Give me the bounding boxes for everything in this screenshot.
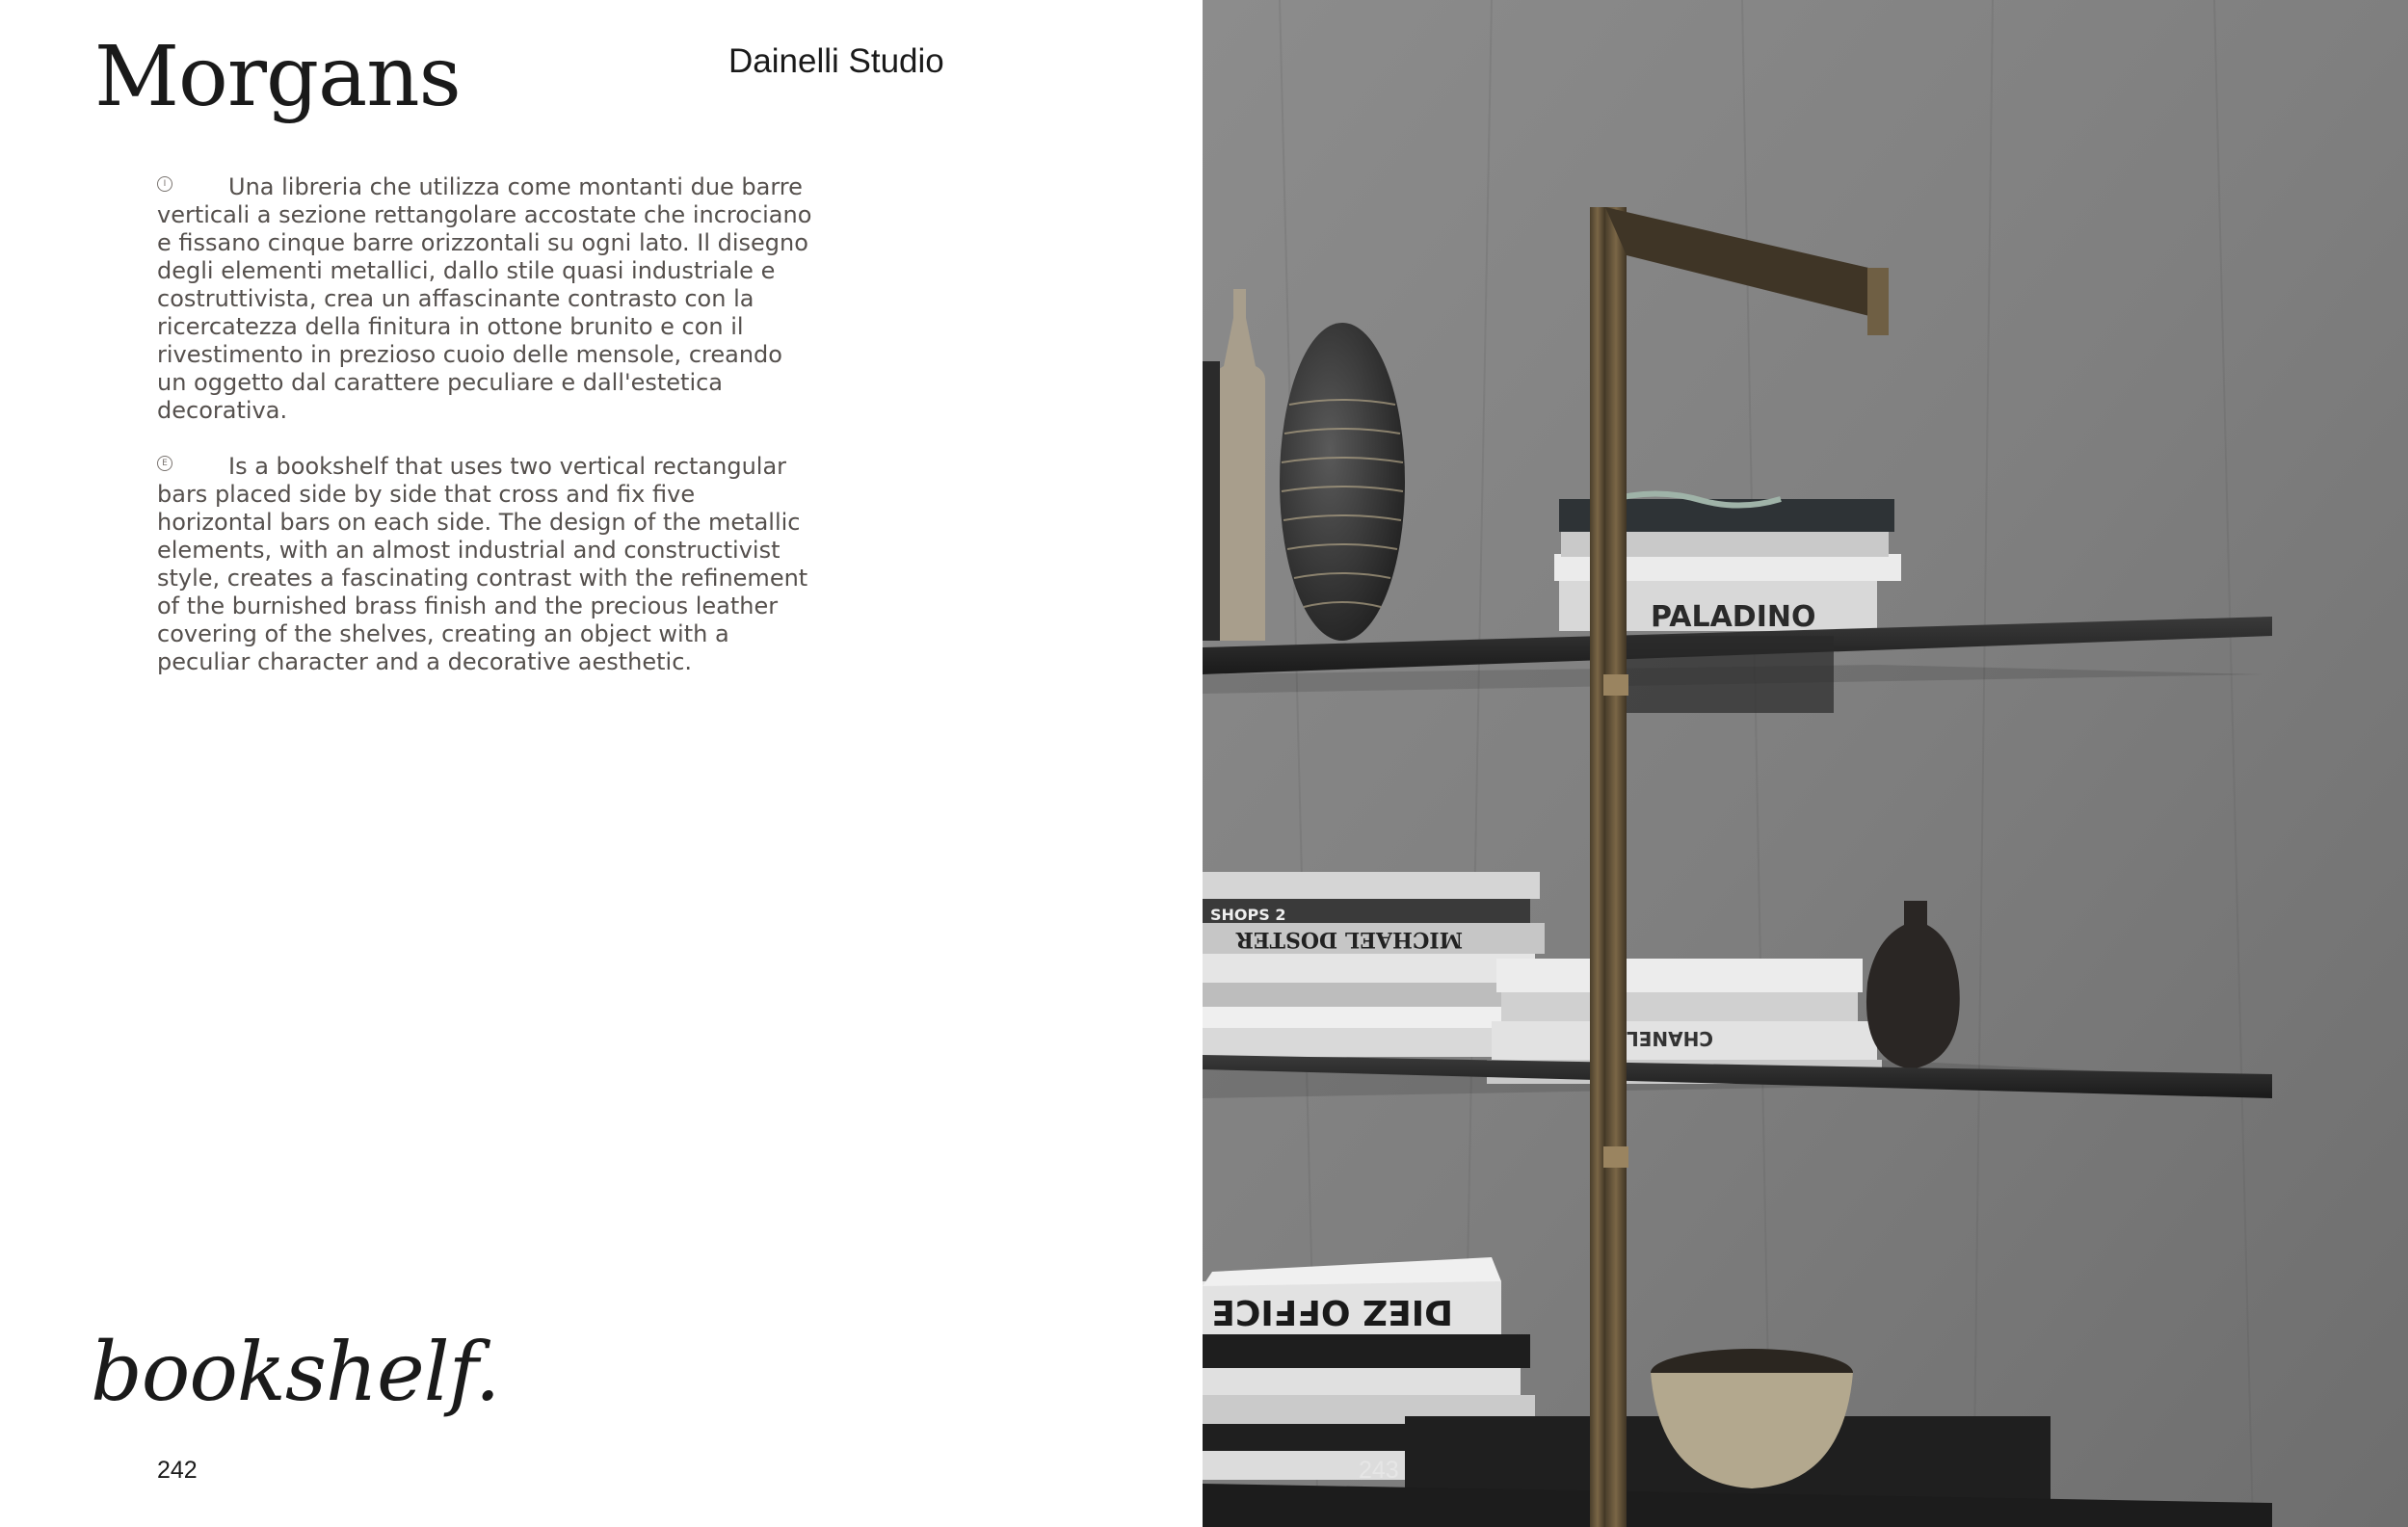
description-english [157, 453, 812, 676]
book-spine-text-doster: MICHAEL DOSTER [1235, 927, 1463, 952]
brass-joint-top [1603, 674, 1628, 696]
striped-vase [1280, 323, 1405, 641]
description-italian [157, 173, 812, 425]
product-title: Morgans [94, 29, 461, 125]
left-page [0, 0, 1203, 1527]
english-language-icon: E [157, 456, 172, 471]
book-spine-text-paladino: PALADINO [1651, 600, 1816, 634]
book-spine-text-diez: DIEZ OFFICE [1211, 1292, 1453, 1331]
description-italian-text: Una libreria che utilizza come montanti due barre verticali a sezione rettangolare accostate che incrociano e fissano cinque barre orizzontali su ogni lato. Il disegno degli elementi metallici, dallo stile quasi industriale e costruttivista, crea un affascinante contrasto con la ricercatezza della finitura in ottone brunito e con il rivestimento in prezioso cuoio delle mensole, creando un oggetto dal carattere peculiare e dall'estetica decorativa. [157, 173, 812, 424]
page-number-left: 242 [157, 1457, 198, 1484]
page-number-right: 243 [1359, 1457, 1399, 1484]
bookshelf-photo [1203, 0, 2408, 1527]
italian-language-icon: I [157, 176, 172, 192]
category-heading: bookshelf. [91, 1325, 500, 1419]
description-english-text: Is a bookshelf that uses two vertical rectangular bars placed side by side that cross and fix five horizontal bars on each side. The design of the metallic elements, with an almost industrial and constructivist style, creates a fascinating contrast with the refinement of the burnished brass finish and the precious leather covering of the shelves, creating an object with a peculiar character and a decorative aesthetic. [157, 453, 808, 675]
dark-jar [1203, 361, 1220, 641]
brass-upright-right [1605, 207, 1627, 1527]
book-spine-text-chanel: CHANEL [1626, 1027, 1713, 1050]
brass-upright-left [1590, 207, 1605, 1527]
designer-name: Dainelli Studio [728, 42, 944, 80]
shelf-top-rear [1617, 636, 1834, 713]
wall-bracket [1867, 268, 1889, 335]
brass-joint-middle [1603, 1146, 1628, 1168]
book-spine-text-shops: SHOPS 2 [1210, 906, 1286, 924]
right-page [1203, 0, 2408, 1527]
